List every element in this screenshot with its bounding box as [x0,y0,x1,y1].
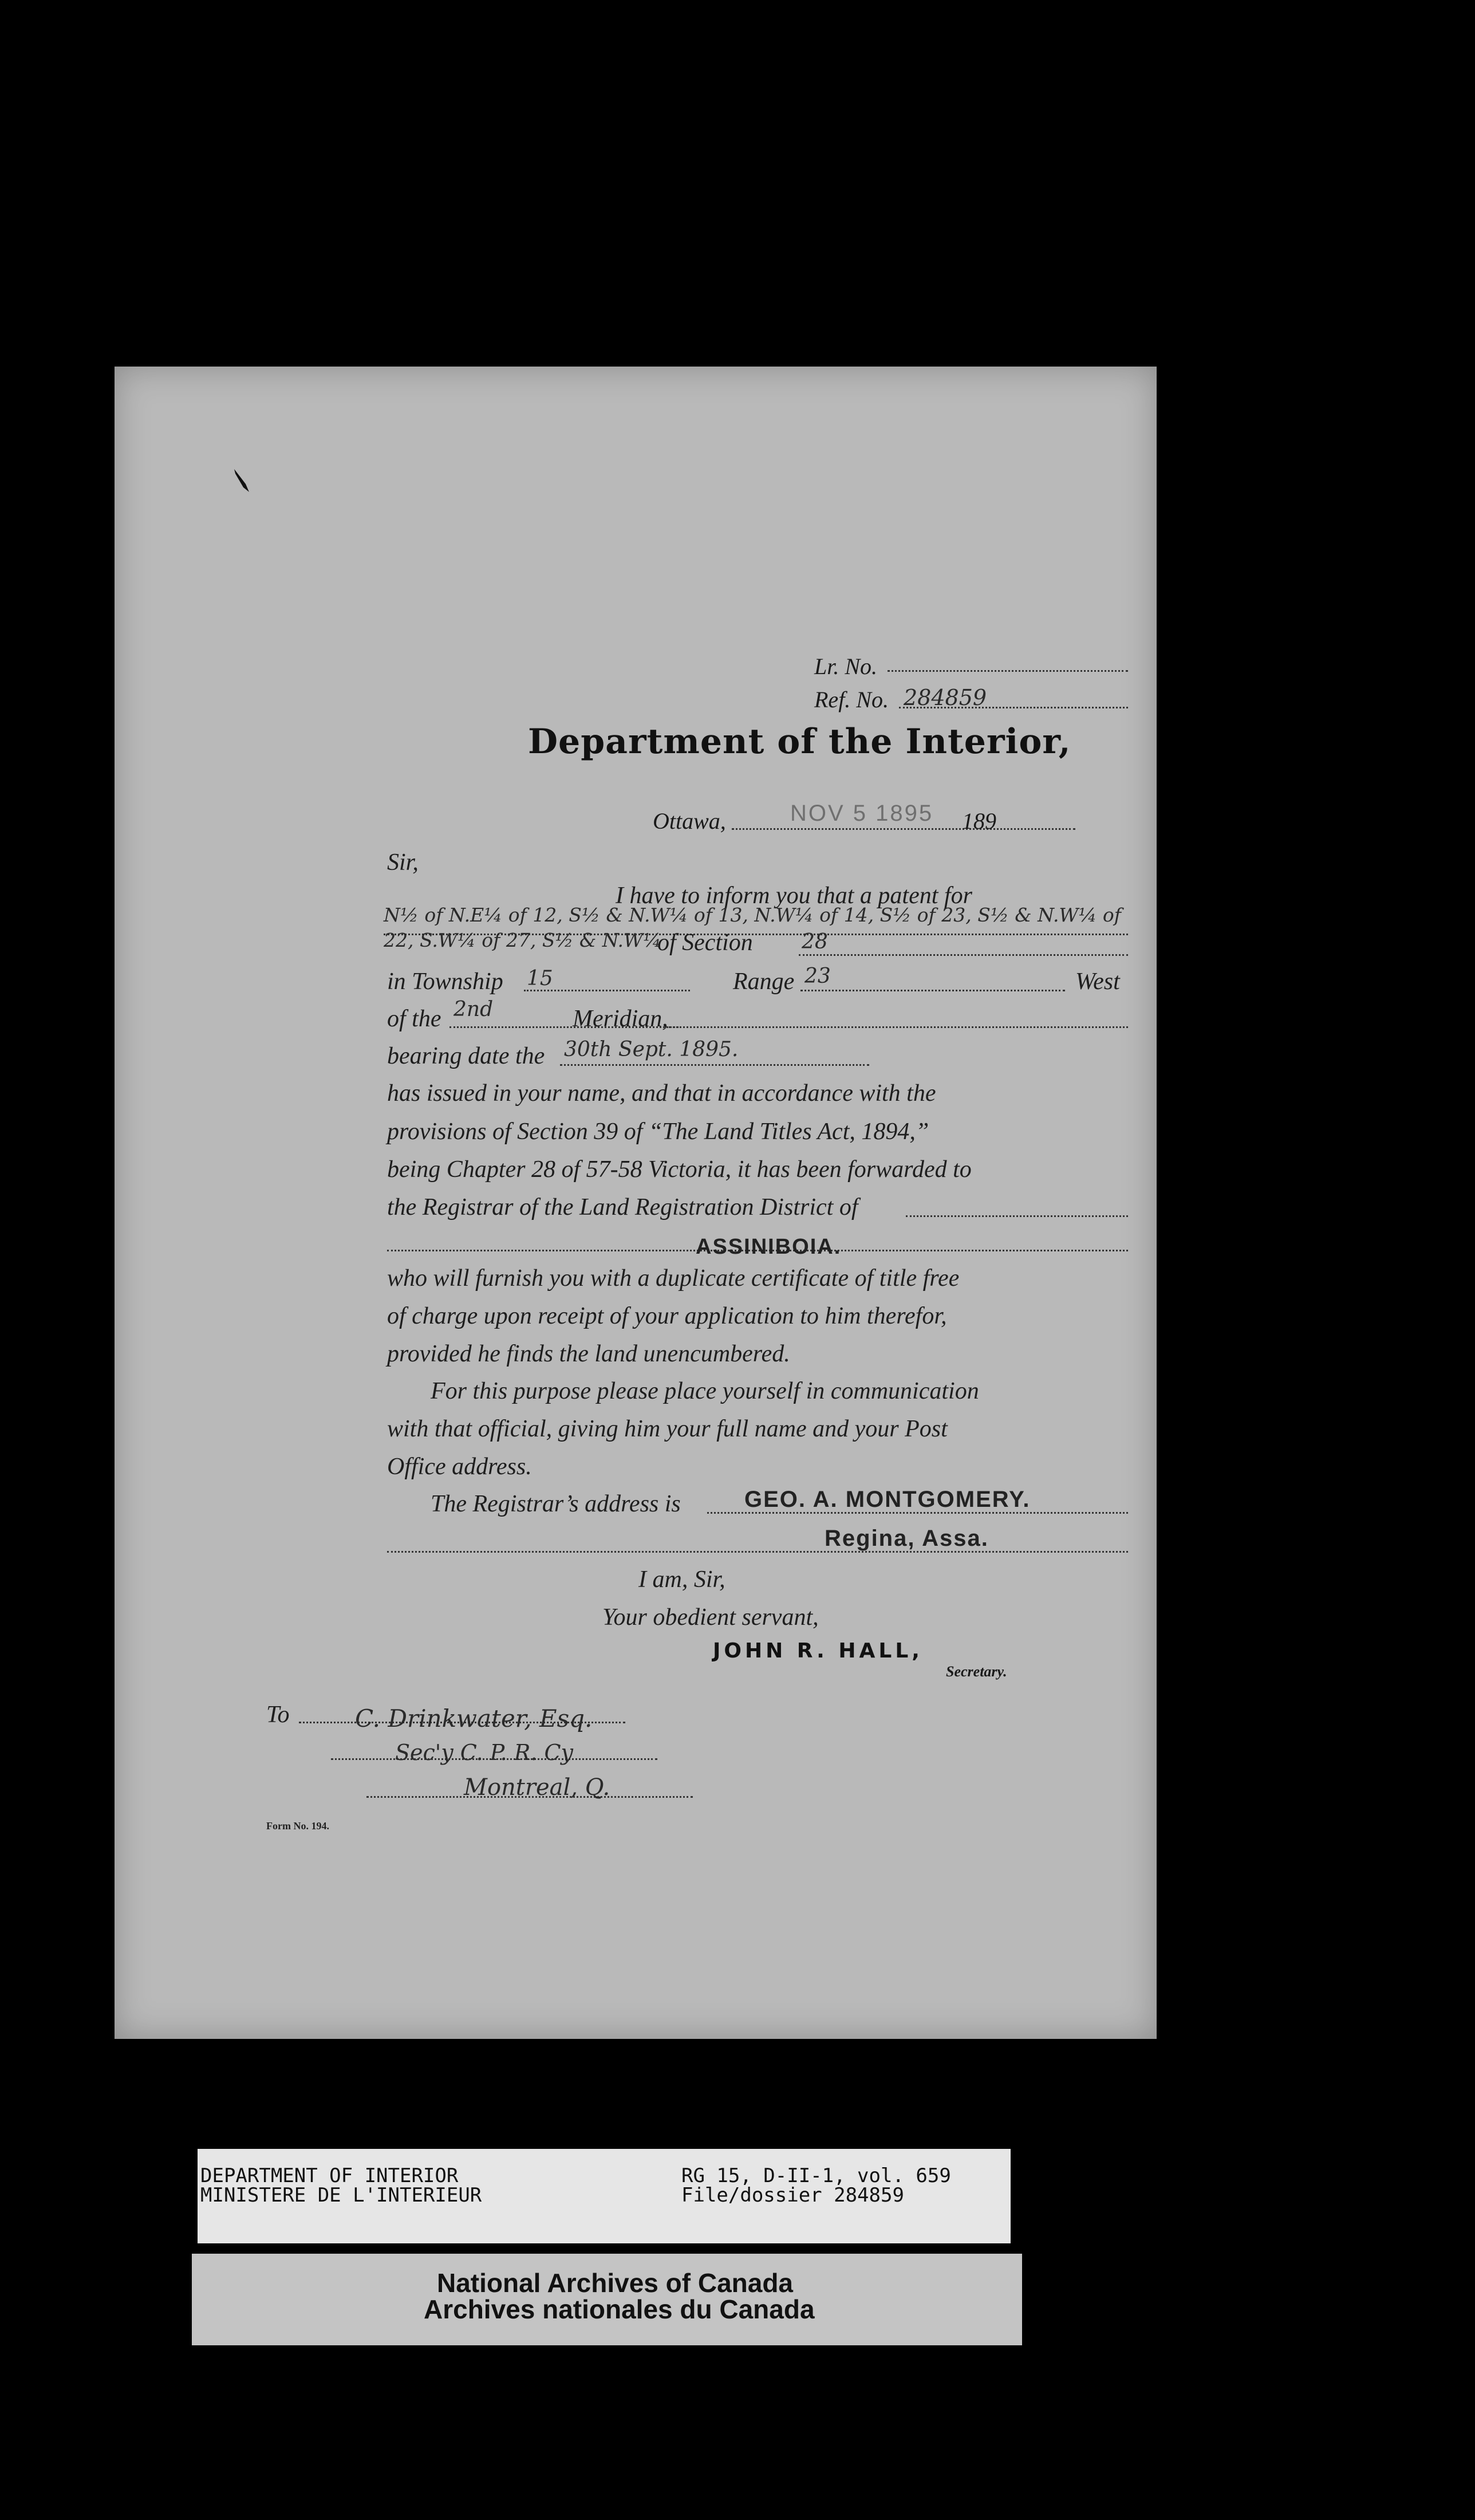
salutation: Sir, [387,849,419,876]
department-title: Department of the Interior, [528,722,1071,762]
meridian-rule-2 [669,1026,1128,1028]
para3-line-1: For this purpose please place yourself in communication [431,1378,979,1404]
bearing-date-rule [560,1064,869,1066]
township-value: 15 [527,967,553,990]
archive-dept-en: DEPARTMENT OF INTERIOR [200,2164,459,2187]
corner-mark-icon [232,467,252,495]
bearing-date-label: bearing date the [387,1043,545,1069]
meridian-value: 2nd [453,998,494,1021]
archive-rg-ref: RG 15, D-II-1, vol. 659 [681,2164,951,2187]
ref-no-value: 284859 [904,685,987,710]
para1-line-2: provisions of Section 39 of “The Land Titles Act, 1894,” [387,1119,929,1145]
range-label: Range [733,968,795,995]
para3-line-3: Office address. [387,1454,532,1480]
para2-line-2: of charge upon receipt of your application to him therefor, [387,1303,947,1329]
registrar-city: Regina, Assa. [825,1526,989,1551]
district-value: ASSINIBOIA. [696,1235,842,1259]
archive-banner-fr: Archives nationales du Canada [424,2294,815,2324]
addressee-3: Montreal, Q. [464,1774,610,1801]
range-rule [800,990,1065,991]
west-label: West [1075,968,1120,995]
form-number: Form No. 194. [266,1820,329,1832]
land-description-1: N½ of N.E¼ of 12, S½ & N.W¼ of 13, N.W¼ of 14, S½ of 23, S½ & N.W¼ of [384,904,1121,926]
closing-1: I am, Sir, [638,1566,725,1593]
document-paper [115,367,1157,2039]
addressee-1: C. Drinkwater, Esq. [355,1704,593,1732]
meridian-label: Meridian, [573,1006,668,1032]
range-value: 23 [804,964,831,988]
archive-file-ref: File/dossier 284859 [681,2184,904,2207]
land-description-2: 22, S.W¼ of 27, S½ & N.W¼ [384,929,661,951]
ref-no-label: Ref. No. [814,687,889,712]
section-rule [799,954,1128,956]
para1-line-4: the Registrar of the Land Registration District of [387,1194,858,1220]
intro-line: I have to inform you that a patent for [616,883,972,909]
district-rule-1 [906,1215,1128,1217]
registrar-label: The Registrar’s address is [431,1491,681,1517]
addressee-2: Sec'y C. P. R. Cy [395,1740,574,1765]
place-label: Ottawa, [653,808,726,834]
signature: JOHN R. HALL, [713,1639,923,1663]
closing-2: Your obedient servant, [602,1604,819,1631]
signature-title: Secretary. [946,1663,1007,1680]
year-suffix: 189 [962,808,996,834]
bearing-date-value: 30th Sept. 1895. [564,1038,739,1061]
township-label: in Township [387,968,503,995]
lr-no-label: Lr. No. [814,653,878,679]
archive-banner-en: National Archives of Canada [437,2268,794,2298]
of-section-label: of Section [657,930,753,956]
archive-dept-fr: MINISTERE DE L'INTERIEUR [200,2184,482,2207]
para2-line-1: who will furnish you with a duplicate certificate of title free [387,1265,960,1292]
para1-line-3: being Chapter 28 of 57-58 Victoria, it has been forwarded to [387,1156,972,1183]
date-stamp: NOV 5 1895 [790,801,934,826]
lr-no-rule [888,670,1128,672]
archive-reference-label [198,2149,1011,2243]
para2-line-3: provided he finds the land unencumbered. [387,1341,790,1367]
registrar-name: GEO. A. MONTGOMERY. [744,1487,1031,1512]
to-label: To [266,1702,290,1728]
archive-banner [192,2254,1022,2345]
para1-line-1: has issued in your name, and that in accordance with the [387,1080,936,1107]
para3-line-2: with that official, giving him your full name and your Post [387,1416,948,1442]
section-value: 28 [802,930,828,954]
of-the-label: of the [387,1006,441,1032]
date-rule [732,828,1075,830]
registrar-rule-2 [387,1551,1128,1553]
